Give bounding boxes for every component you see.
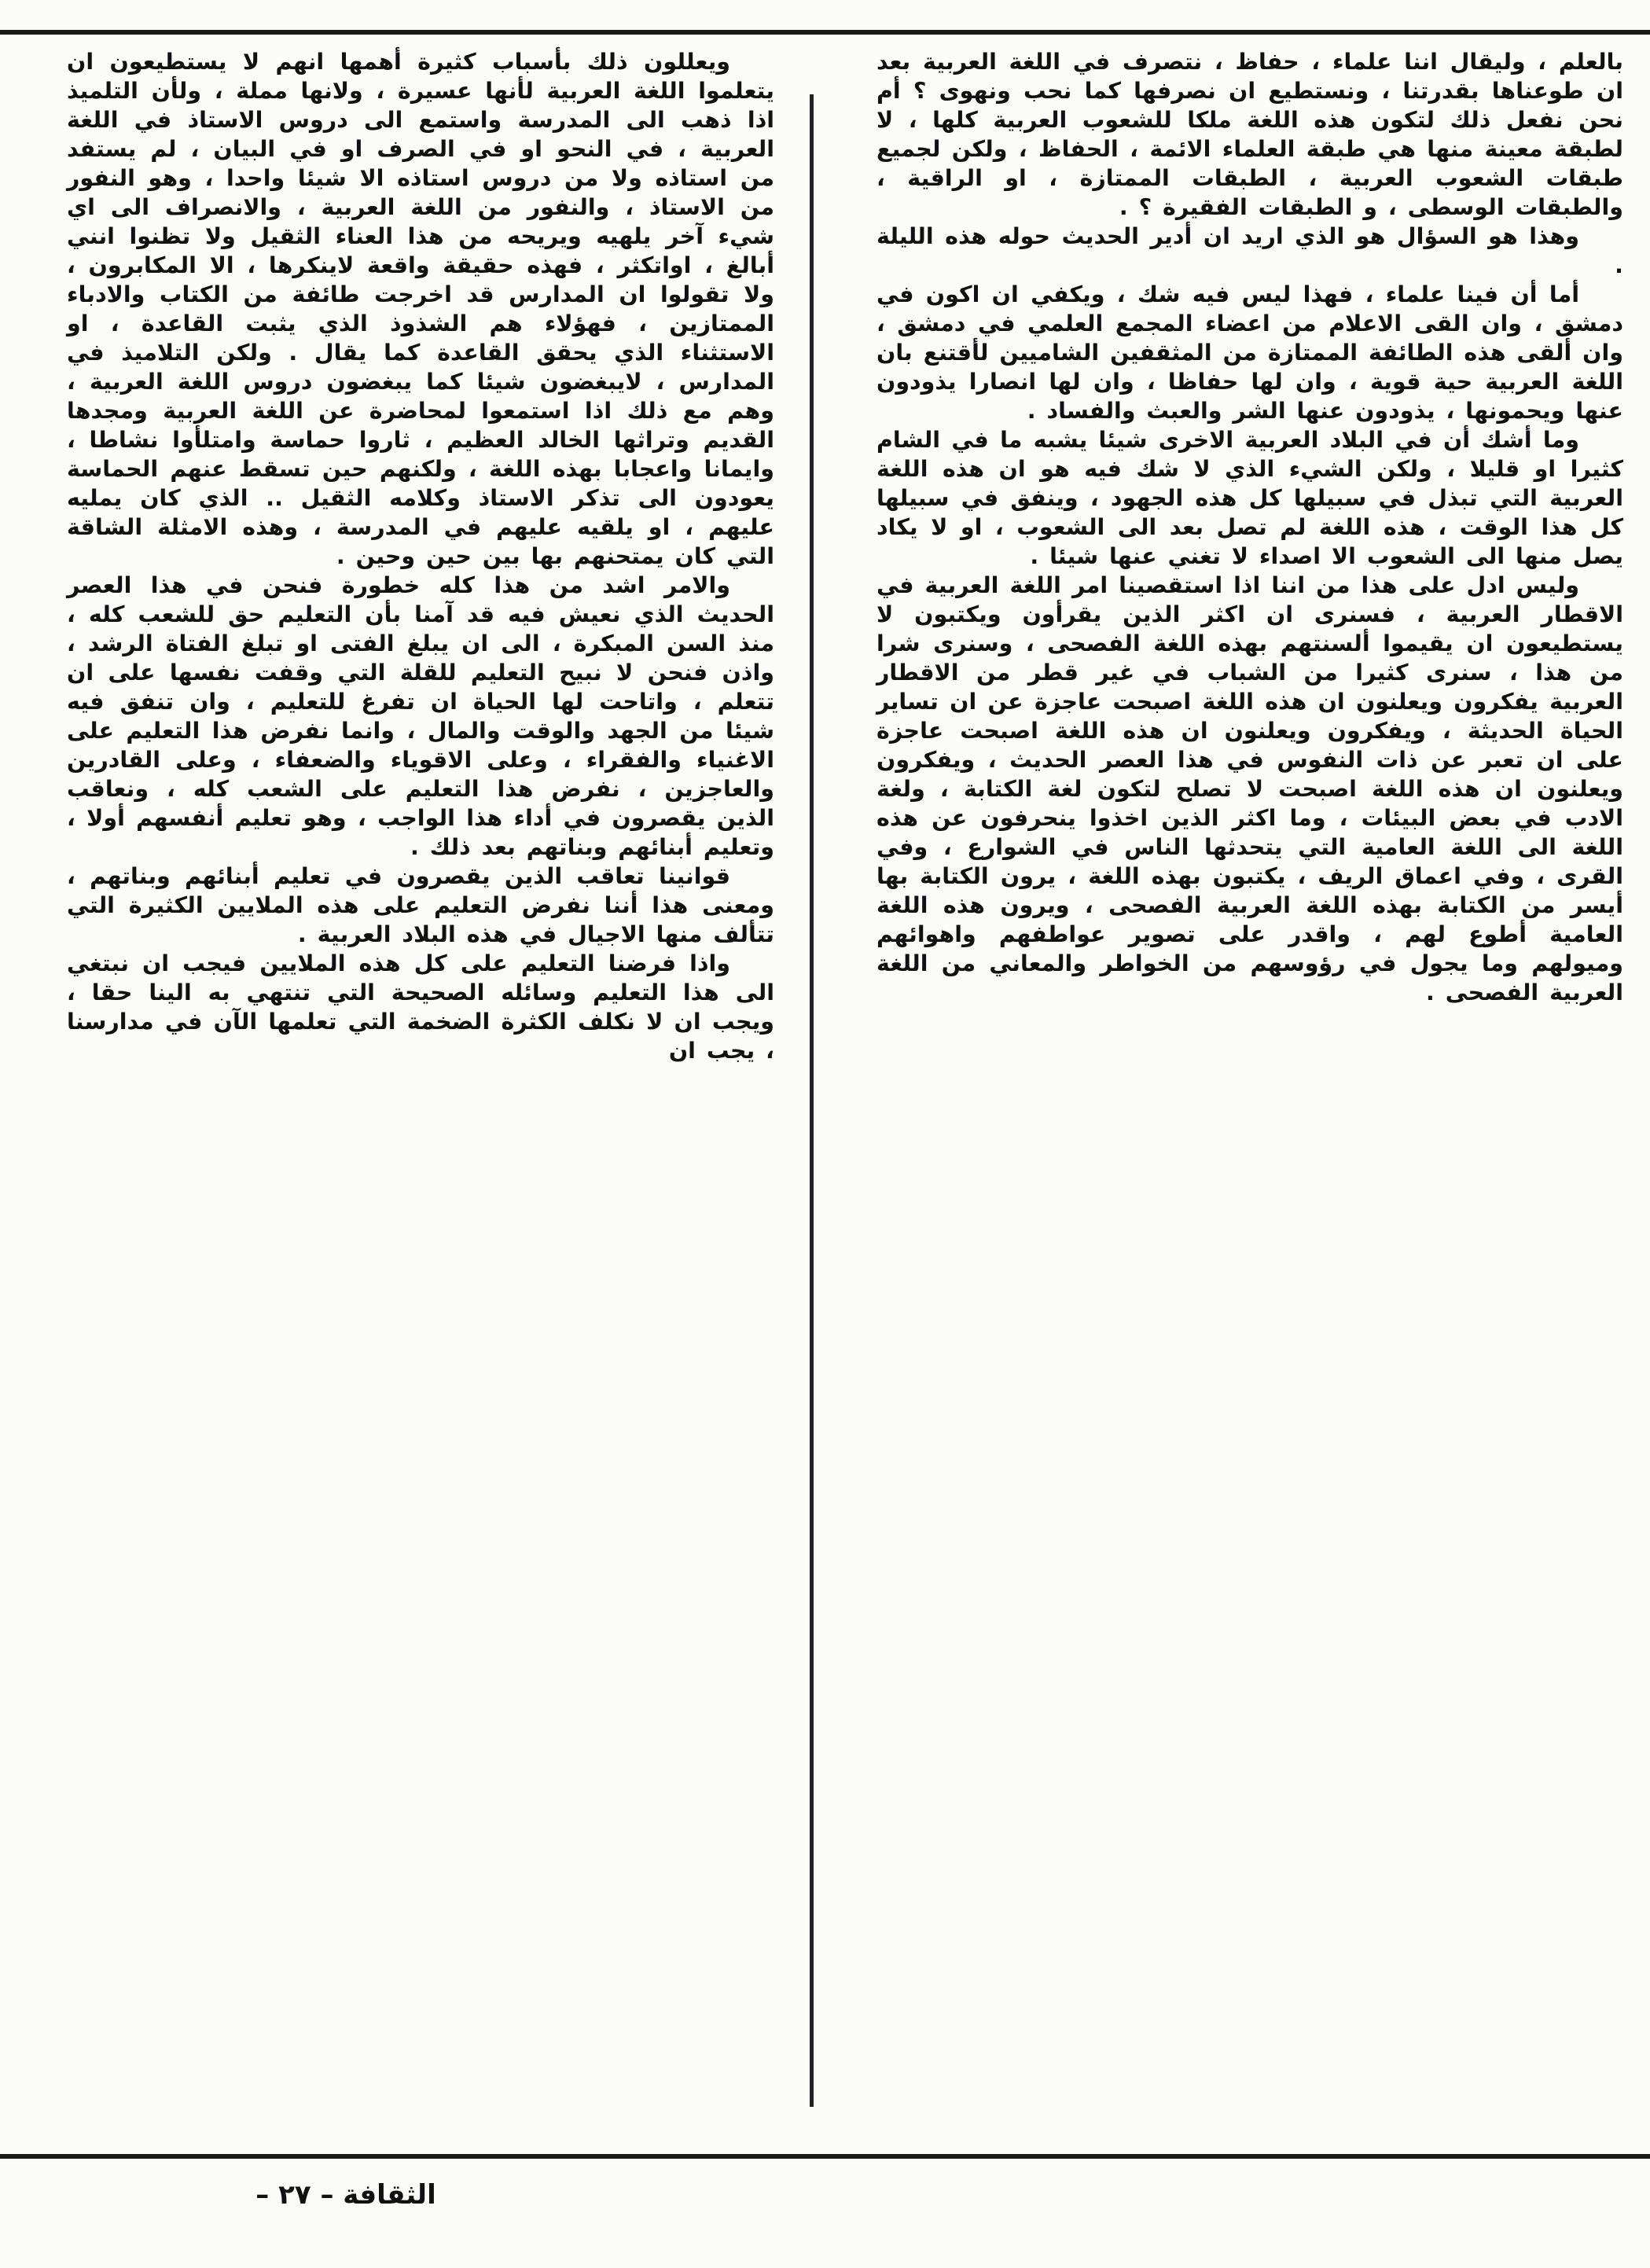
left-para-3: قوانينا تعاقب الذين يقصرون في تعليم أبنائهم وبناتهم ، ومعنى هذا أننا نفرض التعليم على هذه الملايين الكثيرة التي تتألف منها الاجيال في هذه البلاد العربية . <box>67 863 774 947</box>
left-para-1: ويعللون ذلك بأسباب كثيرة أهمها انهم لا يستطيعون ان يتعلموا اللغة العربية لأنها عسيرة ، ولانها مملة ، ولأن التلميذ اذا ذهب الى المدرسة واستمع الى دروس الاستاذ في اللغة العربية ، في النحو او في الصرف او في البيان ، لم يستفد من استاذه ولا من دروس استاذه الا شيئا واحدا ، وهو النفور من الاستاذ ، والنفور من اللغة العربية ، والانصراف الى اي شيء آخر يلهيه ويريحه من هذا العناء الثقيل ولا تظنوا انني أبالغ ، اواتكثر ، فهذه حقيقة واقعة لاينكرها ، الا المكابرون ، ولا تقولوا ان المدارس قد اخرجت طائفة من الكتاب والادباء الممتازين ، فهؤلاء هم الشذوذ الذي يثبت القاعدة ، او الاستثناء الذي يحقق القاعدة كما يقال . ولكن التلاميذ في المدارس ، لايبغضون شيئا كما يبغضون دروس اللغة العربية ، وهم مع ذلك اذا استمعوا لمحاضرة عن اللغة العربية ومجدها القديم وتراثها الخالد العظيم ، ثاروا حماسة وامتلأوا نشاطا ، وايمانا واعجابا بهذه اللغة ، ولكنهم حين تسقط عنهم الحماسة يعودون الى تذكر الاستاذ وكلامه الثقيل .. الذي كان يمليه عليهم ، او يلقيه عليهم في المدرسة ، وهذه الامثلة الشاقة التي كان يمتحنهم بها بين حين وحين . <box>67 49 774 569</box>
right-para-2: وهذا هو السؤال هو الذي اريد ان أدير الحديث حوله هذه الليلة . <box>876 223 1623 278</box>
page-footer: الثقافة – ٢٧ – <box>255 2179 436 2211</box>
column-divider <box>810 94 814 2107</box>
left-para-4: واذا فرضنا التعليم على كل هذه الملايين فيجب ان نبتغي الى هذا التعليم وسائله الصحيحة التي تنتهي به الينا حقا ، ويجب ان لا نكلف الكثرة الضخمة التي تعلمها الآن في مدارسنا ، يجب ان <box>67 950 774 1064</box>
left-para-2: والامر اشد من هذا كله خطورة فنحن في هذا العصر الحديث الذي نعيش فيه قد آمنا بأن التعليم حق للشعب كله ، منذ السن المبكرة ، الى ان يبلغ الفتى او تبلغ الفتاة الرشد ، واذن فنحن لا نبيح التعليم للقلة التي وقفت نفسها على ان تتعلم ، واتاحت لها الحياة ان تفرغ للتعليم ، وان تنفق فيه شيئا من الجهد والوقت والمال ، وانما نفرض هذا التعليم على الاغنياء والفقراء ، وعلى الاقوياء والضعفاء ، وعلى القادرين والعاجزين ، نفرض هذا التعليم على الشعب كله ، ونعاقب الذين يقصرون في أداء هذا الواجب ، وهو تعليم أنفسهم أولا ، وتعليم أبنائهم وبناتهم بعد ذلك . <box>67 572 774 860</box>
right-column <box>876 47 1623 1007</box>
right-para-4: وما أشك أن في البلاد العربية الاخرى شيئا يشبه ما في الشام كثيرا او قليلا ، ولكن الشيء الذي لا شك فيه هو ان هذه اللغة العربية التي تبذل في سبيلها كل هذه الجهود ، وينفق في سبيلها كل هذا الوقت ، هذه اللغة لم تصل بعد الى الشعوب ، او لا يكاد يصل منها الى الشعوب الا اصداء لا تغني عنها شيئا . <box>876 427 1623 569</box>
right-para-5: وليس ادل على هذا من اننا اذا استقصينا امر اللغة العربية في الاقطار العربية ، فسنرى ان اكثر الذين يقرأون ويكتبون لا يستطيعون ان يقيموا ألسنتهم بهذه اللغة الفصحى ، وسنرى شرا من هذا ، سنرى كثيرا من الشباب في غير قطر من الاقطار العربية يفكرون ويعلنون ان هذه اللغة اصبحت عاجزة عن ان تساير الحياة الحديثة ، ويفكرون ويعلنون ان هذه اللغة اصبحت عاجزة على ان تعبر عن ذات النفوس في هذا العصر الحديث ، ويفكرون ويعلنون ان هذه اللغة اصبحت لا تصلح لتكون لغة الكتابة ، ولغة الادب في بعض البيئات ، وما اكثر الذين اخذوا ينحرفون عن هذه اللغة الى اللغة العامية التي يتحدثها الناس في الشوارع ، وفي القرى ، وفي اعماق الريف ، يكتبون بهذه اللغة ، يرون الكتابة بها أيسر من الكتابة بهذه اللغة العربية الفصحى ، ويرون هذه اللغة العامية أطوع لهم ، واقدر على تصوير عواطفهم واهوائهم وميولهم وما يجول في رؤوسهم من الخواطر والمعاني من اللغة العربية الفصحى . <box>876 572 1623 1005</box>
right-para-1: بالعلم ، وليقال اننا علماء ، حفاظ ، نتصرف في اللغة العربية بعد ان طوعناها بقدرتنا ، ونستطيع ان نصرفها كما نحب ونهوى ؟ أم نحن نفعل ذلك لتكون هذه اللغة ملكا للشعوب العربية كلها ، لا لطبقة معينة منها هي طبقة العلماء الائمة ، الحفاظ ، ولكن لجميع طبقات الشعوب العربية ، الطبقات الممتازة ، او الراقية ، والطبقات الوسطى ، و الطبقات الفقيرة ؟ . <box>876 49 1623 220</box>
left-column <box>67 47 774 1065</box>
right-para-3: أما أن فينا علماء ، فهذا ليس فيه شك ، ويكفي ان اكون في دمشق ، وان القى الاعلام من اعضاء المجمع العلمي في دمشق ، وان ألقى هذه الطائفة الممتازة من المثقفين الشاميين لأقتنع بان اللغة العربية حية قوية ، وان لها حفاظا ، وان لها انصارا يذودون عنها ويحمونها ، يذودون عنها الشر والعبث والفساد . <box>876 281 1623 424</box>
top-rule <box>0 30 1650 35</box>
bottom-rule <box>0 2154 1650 2159</box>
